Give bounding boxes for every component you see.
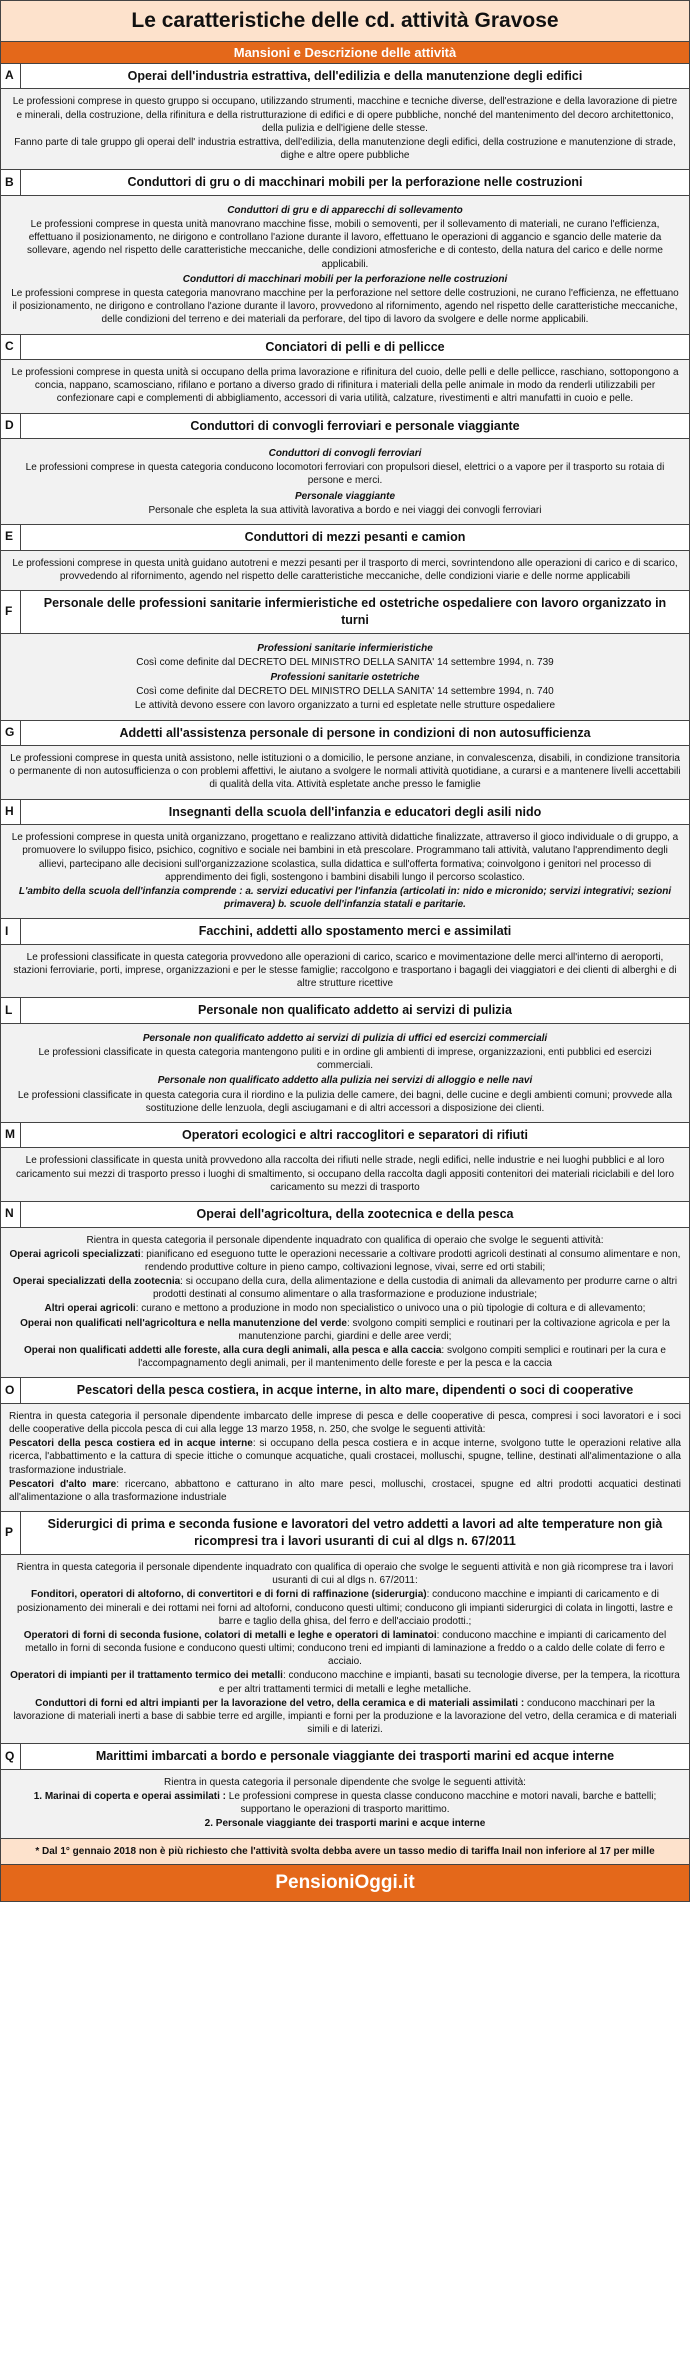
section-b [1, 170, 689, 334]
section-title: Insegnanti della scuola dell'infanzia e educatori degli asili nido [168, 804, 542, 819]
section-body [1, 89, 689, 169]
subsection-title: Conduttori di macchinari mobili per la perforazione nelle costruzioni [182, 273, 508, 285]
section-body [1, 1555, 689, 1743]
section-c [1, 335, 689, 414]
item-text: : si occupano della cura, della alimentazione e della custodia di animali da allevamento per produrre carne o altri prodotti destinati al consumo alimentare o alla trasformazione e produzione industriale; [152, 1276, 678, 1301]
item-text: : ricercano, abbattono e catturano in alto mare pesci, molluschi, crostacei, spugne ed altri prodotti acquatici destinati all'alimentazione o alla trasformazione industriale [9, 1478, 681, 1503]
section-title: Operai dell'agricoltura, della zootecnica e della pesca [196, 1207, 514, 1221]
item-text: : svolgono compiti semplici e routinari per la coltivazione agricola e per la manutenzione parchi, giardini e delle aree verdi; [238, 1317, 670, 1342]
list-item [9, 1317, 681, 1343]
section-paragraph: Le professioni comprese in questo gruppo si occupano, utilizzando strumenti, macchine e tecniche diverse, dell'estrazione e della lavorazione di pietre e minerali, della costruzione, della rifinitura e della ristrutturazione di edifici e di opere pubbliche, nonché del mantenimento del decoro architettonico, della pulizia e dell'igiene delle stesse. [12, 96, 678, 134]
section-paragraph: Personale che espleta la sua attività lavorativa a bordo e nei viaggi dei convogli ferroviari [148, 504, 542, 516]
section-letter: P [1, 1512, 21, 1554]
section-letter: B [1, 170, 21, 195]
section-p [1, 1512, 689, 1744]
section-body [1, 746, 689, 799]
section-h [1, 800, 689, 920]
section-paragraph: Le professioni classificate in questa categoria cura il riordino e la pulizia delle camere, dei bagni, delle cucine e degli ambienti comuni; provvede alla sostituzione delle lenzuola, degli asciugamani e di altri accessori a disposizione dei clienti. [17, 1089, 673, 1114]
section-letter: M [1, 1123, 21, 1148]
item-label: Operatori di impianti per il trattamento termico dei metalli [10, 1670, 283, 1682]
section-l [1, 998, 689, 1123]
list-item [9, 1437, 681, 1477]
section-header [1, 414, 689, 440]
section-paragraph: Le professioni comprese in questa unità guidano autotreni e mezzi pesanti per il trasporto di merci, sovrintendono alle operazioni di carico e di scarico, provvedendo al rifornimento, agendo nel rispetto delle caratteristiche meccaniche, delle condizioni viarie e delle norme applicabili [12, 557, 678, 582]
section-title: Conduttori di convogli ferroviari e personale viaggiante [190, 418, 520, 433]
section-paragraph: Le professioni classificate in questa categoria mantengono puliti e in ordine gli ambienti di imprese, organizzazioni, enti pubblici ed esercizi commerciali. [38, 1047, 652, 1072]
section-intro: Rientra in questa categoria il personale dipendente imbarcato delle imprese di pesca e delle cooperative di pesca, compresi i soci lavoratori e i soci delle cooperative della piccola pesca di cui alla legge 13 marzo 1958, n. 250, che svolge le seguenti attività: [9, 1410, 681, 1436]
item-label: Conduttori di forni ed altri impianti per la lavorazione del vetro, della ceramica e di materiali assimilati : [35, 1697, 525, 1709]
section-paragraph: Così come definite dal DECRETO DEL MINISTRO DELLA SANITA' 14 settembre 1994, n. 740 [136, 686, 554, 698]
section-body [1, 1148, 689, 1201]
list-item [9, 1344, 681, 1370]
section-body [1, 945, 689, 998]
section-f [1, 591, 689, 721]
section-n [1, 1202, 689, 1378]
item-label: Operai agricoli specializzati [9, 1248, 141, 1260]
item-text: : svolgono compiti semplici e routinari per la cura e l'accompagnamento degli animali, per il mantenimento delle foreste e per la pesca e la caccia [138, 1345, 666, 1370]
section-paragraph: Le professioni comprese in questa categoria conducono locomotori ferroviari con propulsori diesel, elettrici o a vapore per il trasporto su rotaia di persone e merci. [25, 462, 665, 487]
section-body [1, 551, 689, 590]
item-label: 1. Marinai di coperta e operai assimilati : [33, 1791, 227, 1803]
section-letter: F [1, 591, 21, 633]
section-header [1, 1378, 689, 1404]
section-paragraph: L'ambito della scuola dell'infanzia comprende : a. servizi educativi per l'infanzia (articolati in: nido e micronido; servizi integrativi; sezioni primavera) b. scuole dell'infanzia statali e paritarie. [18, 885, 672, 911]
section-g [1, 721, 689, 800]
item-label: Operai non qualificati nell'agricoltura e nella manutenzione del verde [20, 1317, 347, 1329]
section-paragraph: Così come definite dal DECRETO DEL MINISTRO DELLA SANITA' 14 settembre 1994, n. 739 [136, 656, 554, 668]
list-item [9, 1817, 681, 1830]
section-header [1, 721, 689, 747]
section-i [1, 919, 689, 998]
section-body [1, 825, 689, 918]
item-text: : conducono macchine e impianti di caricamento e di posizionamento dei minerali e dei rottami nei forni ad altoforni, conducono questi ultimi; conducono gli impianti siderurgici di colata in lingotti, lastre e barre e taglio della ghisa, del ferro e dell'acciaio prodotti.; [17, 1589, 673, 1627]
list-item [9, 1697, 681, 1737]
subsection-title: Professioni sanitarie infermieristiche [257, 642, 433, 654]
page-title: Le caratteristiche delle cd. attività Gravose [1, 1, 689, 42]
item-label: Operatori di forni di seconda fusione, colatori di metalli e leghe e operatori di laminatoi [23, 1629, 437, 1641]
page-subtitle: Mansioni e Descrizione delle attività [1, 42, 689, 64]
section-body [1, 196, 689, 334]
section-letter: C [1, 335, 21, 360]
item-label: Fonditori, operatori di altoforno, di convertitori e di forni di raffinazione (siderurgia) [31, 1589, 427, 1601]
section-letter: N [1, 1202, 21, 1227]
section-paragraph: Le professioni classificate in questa categoria provvedono alle operazioni di carico, scarico e movimentazione delle merci all'interno di aeroporti, stazioni ferroviarie, porti, imprese, organizzazioni e per le stesse famiglie; raccolgono e trasportano i bagagli dei viaggiatori e dei clienti di alberghi e di altre strutture ricettive [13, 951, 677, 990]
section-header [1, 998, 689, 1024]
item-label: 2. Personale viaggiante dei trasporti marini e acque interne [204, 1818, 486, 1830]
section-title: Facchini, addetti allo spostamento merci e assimilati [198, 924, 512, 939]
section-title: Siderurgici di prima e seconda fusione e lavoratori del vetro addetti a lavori ad alte temperature non già ricompresi tra i lavori usuranti di cui al dlgs n. 67/2011 [47, 1517, 663, 1549]
section-header [1, 919, 689, 945]
section-paragraph: Le professioni comprese in questa unità assistono, nelle istituzioni o a domicilio, le persone anziane, in convalescenza, disabili, in condizione transitoria o permanente di non autosufficienza o con problemi affettivi, le aiutano a svolgere le normali attività quotidiane, a curarsi e a mantenere livelli accettabili di qualità della vita. Attività espletate anche presso le famiglie [9, 753, 681, 791]
section-title: Conciatori di pelli e di pellicce [265, 339, 445, 354]
section-header [1, 800, 689, 826]
list-item [9, 1790, 681, 1816]
section-header [1, 335, 689, 361]
list-item [9, 1588, 681, 1628]
section-title: Addetti all'assistenza personale di persone in condizioni di non autosufficienza [119, 725, 591, 740]
item-text: : si occupano della pesca costiera e in acque interne, svolgono tutte le operazioni relative alla ricerca, l'abbattimento e la cattura di specie ittiche o comunque acquatiche, quali crostacei, molluschi, spugne, telline, destinati all'alimentazione o alla trasformazione industriale. [9, 1438, 681, 1476]
section-body [1, 1024, 689, 1122]
section-letter: H [1, 800, 21, 825]
section-letter: E [1, 525, 21, 550]
section-intro: Rientra in questa categoria il personale dipendente che svolge le seguenti attività: [164, 1776, 526, 1788]
section-header [1, 1744, 689, 1770]
section-letter: A [1, 64, 21, 89]
section-body [1, 439, 689, 524]
subsection-title: Personale non qualificato addetto alla pulizia nei servizi di alloggio e nelle navi [157, 1075, 533, 1087]
section-body [1, 1404, 689, 1511]
section-header [1, 1123, 689, 1149]
section-letter: L [1, 998, 21, 1023]
section-header [1, 170, 689, 196]
section-intro: Rientra in questa categoria il personale dipendente inquadrato con qualifica di operaio che svolge le seguenti attività e non già ricomprese tra i lavori usuranti di cui al dlgs n. 67/2011: [16, 1561, 674, 1587]
section-paragraph: Le professioni classificate in questa unità provvedono alla raccolta dei rifiuti nelle strade, negli edifici, nelle industrie e nei luoghi pubblici e al loro caricamento sui mezzi di trasporto presso i luoghi di smaltimento, si occupano della raccolta dagli appositi contenitori dei materiali riciclabili e del loro caricamento su mezzi di trasporto [15, 1155, 675, 1193]
section-title: Conduttori di mezzi pesanti e camion [244, 530, 466, 544]
item-label: Operai specializzati della zootecnia [12, 1276, 181, 1288]
section-letter: I [1, 919, 21, 944]
section-header [1, 1202, 689, 1228]
section-title: Personale non qualificato addetto ai servizi di pulizia [198, 1003, 512, 1018]
section-paragraph: Fanno parte di tale gruppo gli operai dell' industria estrattiva, dell'edilizia, della manutenzione degli edifici, della costruzione e manutenzione di strade, dighe e altre opere pubbliche [14, 136, 676, 162]
section-letter: Q [1, 1744, 21, 1769]
section-a [1, 64, 689, 170]
section-title: Pescatori della pesca costiera, in acque interne, in alto mare, dipendenti o soci di cooperative [76, 1383, 634, 1398]
item-label: Operai non qualificati addetti alle foreste, alla cura degli animali, alla pesca e alla caccia [24, 1345, 442, 1356]
section-header [1, 64, 689, 90]
section-paragraph: Le professioni comprese in questa unità organizzano, progettano e realizzano attività didattiche finalizzate, attraverso il gioco individuale o di gruppo, a promuovere lo sviluppo fisico, psichico, cognitivo e sociale nei bambini in età prescolare. Programmano tali attività, valutano l'apprendimento degli allievi, partecipano alle decisioni sull'organizzazione scolastica, sulla didattica e sull'offerta formativa; coinvolgono i genitori nel processo di apprendimento dei figli, sostengono i bambini disabili lungo il percorso scolastico. [11, 832, 679, 883]
section-title: Marittimi imbarcati a bordo e personale viaggiante dei trasporti marini ed acque interne [95, 1749, 615, 1764]
item-label: Altri operai agricoli [44, 1303, 136, 1315]
list-item [9, 1478, 681, 1504]
list-item [9, 1248, 681, 1274]
section-body [1, 634, 689, 720]
item-text: conducono macchinari per la lavorazione di materiali inerti a base di sabbie terre ed argille, impianti e forni per la produzione e la lavorazione del vetro, della ceramica e di materiali simili e di laterizi. [13, 1697, 677, 1736]
section-body [1, 1770, 689, 1838]
section-o [1, 1378, 689, 1512]
section-intro: Rientra in questa categoria il personale dipendente inquadrato con qualifica di operaio che svolge le seguenti attività: [86, 1234, 604, 1246]
section-header [1, 525, 689, 551]
section-letter: G [1, 721, 21, 746]
section-header [1, 1512, 689, 1555]
list-item [9, 1629, 681, 1669]
section-paragraph: Le professioni comprese in questa unità si occupano della prima lavorazione e rifinitura del cuoio, delle pelli e delle pellicce, raschiano, sottopongono a concia, nappano, scamosciano, rifilano e portano a diverso grado di rifinitura i materiali della pelle animale in modo da renderli utilizzabili per confezionare capi e complementi di abbigliamento, accessori di varia utilità, calzature, rivestimenti e altri manufatti in cuoio e pelle. [11, 367, 679, 405]
list-item [9, 1302, 681, 1315]
item-text: Le professioni comprese in questa classe conducono macchine e motori navali, barche e battelli; supportano le operazioni di trasporto marittimo. [226, 1791, 657, 1816]
subsection-title: Personale viaggiante [294, 490, 396, 502]
subsection-title: Conduttori di convogli ferroviari [268, 448, 422, 460]
subsection-title: Conduttori di gru e di apparecchi di sollevamento [227, 204, 463, 216]
section-letter: O [1, 1378, 21, 1403]
item-label: Pescatori d'alto mare [9, 1478, 117, 1490]
brand-logo: PensioniOggi.it [1, 1865, 689, 1901]
section-d [1, 414, 689, 525]
list-item [9, 1669, 681, 1695]
section-title: Operai dell'industria estrattiva, dell'edilizia e della manutenzione degli edifici [127, 68, 583, 83]
section-body [1, 360, 689, 413]
section-body [1, 1228, 689, 1378]
section-header [1, 591, 689, 634]
section-paragraph: Le attività devono essere con lavoro organizzato a turni ed espletate nelle strutture ospedaliere [134, 700, 556, 712]
subsection-title: Professioni sanitarie ostetriche [270, 672, 420, 683]
list-item [9, 1275, 681, 1301]
section-paragraph: Le professioni comprese in questa unità manovrano macchine fisse, mobili o semoventi, per il sollevamento di materiali, ne curano l'efficienza, effettuano il posizionamento, ne dirigono e controllano l'azione durante il lavoro, effettuano le operazioni di aggancio e sgancio delle materie da sollevare, agendo nel rispetto delle caratteristiche meccaniche, delle condizioni atmosferiche e di contesto, della natura del carico e delle norme applicabili. [27, 219, 663, 270]
subsection-title: Personale non qualificato addetto ai servizi di pulizia di uffici ed esercizi commerciali [142, 1032, 548, 1044]
footnote: * Dal 1° gennaio 2018 non è più richiesto che l'attività svolta debba avere un tasso medio di tariffa Inail non inferiore al 17 per mille [1, 1839, 689, 1865]
section-title: Conduttori di gru o di macchinari mobili per la perforazione nelle costruzioni [127, 175, 583, 190]
section-title: Personale delle professioni sanitarie infermieristiche ed ostetriche ospedaliere con lavoro organizzato in turni [43, 595, 667, 627]
item-text: : pianificano ed eseguono tutte le operazioni necessarie a coltivare prodotti agricoli destinati al consumo alimentare e non, rendendo produttive colture in pieno campo, coltivazioni legnose, vivai, serre ed orti stabili; [140, 1248, 681, 1273]
section-m [1, 1123, 689, 1202]
section-paragraph: Le professioni comprese in questa categoria manovrano macchine per la perforazione nel settore delle costruzioni, ne curano l'efficienza, ne effettuano il posizionamento, ne dirigono e controllano l'azione durante il lavoro, provvedono al rifornimento, agendo nel rispetto delle caratteristiche meccaniche, delle condizioni del terreno e dei materiali da perforare, del tipo di lavoro da svolgere e delle norme applicabili. [11, 287, 679, 326]
section-q [1, 1744, 689, 1838]
section-e [1, 525, 689, 591]
item-text: : conducono macchine e impianti, basati su tecnologie diverse, per la tempera, la ricottura e per altri trattamenti termici di metalli e leghe metalliche. [218, 1670, 680, 1695]
section-letter: D [1, 414, 21, 439]
item-text: : curano e mettono a produzione in modo non specialistico o univoco una o più tipologie di coltura e di allevamento; [135, 1303, 646, 1315]
section-title: Operatori ecologici e altri raccoglitori e separatori di rifiuti [182, 1127, 528, 1142]
item-text: : conducono macchine e impianti di caricamento del metallo in forni di seconda fusione e conducono questi ultimi; conducono treni ed impianti di laminazione a freddo o a caldo delle colate di ferro e acciaio. [25, 1629, 667, 1668]
item-label: Pescatori della pesca costiera ed in acque interne [9, 1438, 253, 1450]
